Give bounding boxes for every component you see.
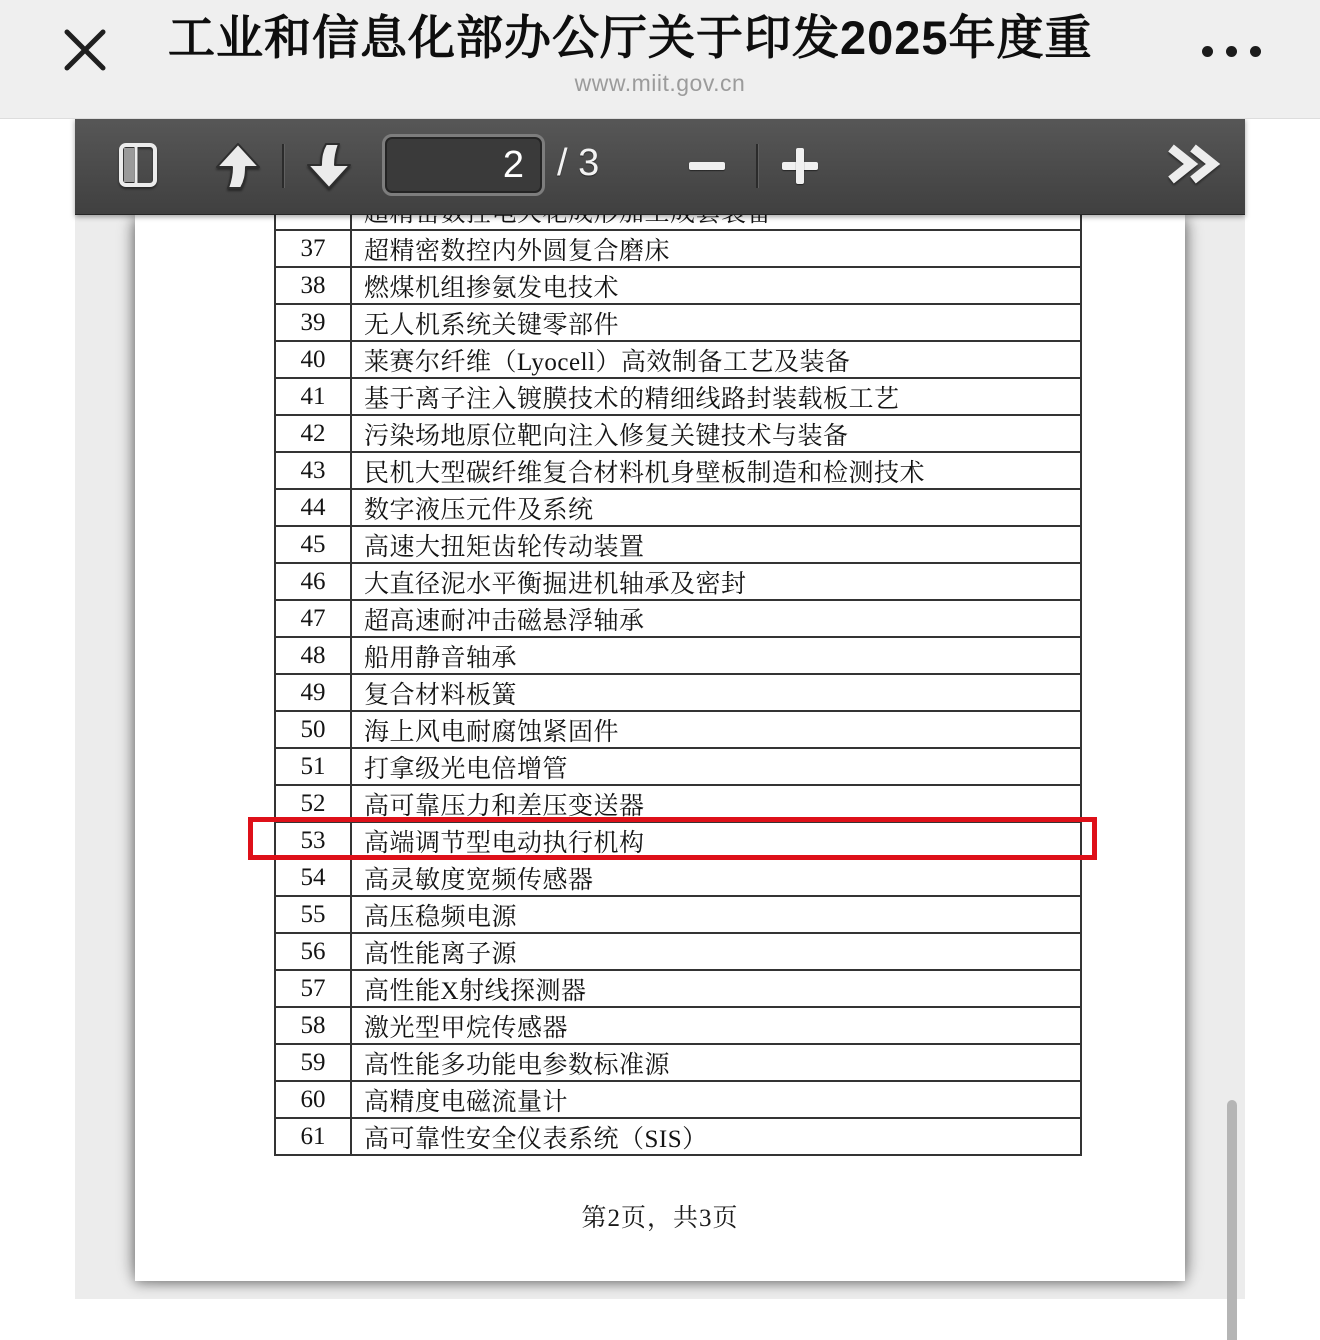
more-options-icon[interactable] — [1202, 46, 1261, 57]
zoom-out-button[interactable] — [681, 148, 733, 184]
row-number-cell: 51 — [276, 749, 352, 784]
row-item-cell: 船用静音轴承 — [364, 644, 518, 672]
table-row — [276, 266, 1080, 303]
double-chevron-right-icon — [1171, 148, 1213, 180]
row-item-cell: 高性能多功能电参数标准源 — [364, 1051, 671, 1079]
table-row — [276, 1043, 1080, 1080]
page-url: www.miit.gov.cn — [574, 70, 746, 96]
table-row — [276, 599, 1080, 636]
row-item-cell: 高压稳频电源 — [364, 903, 518, 931]
table-row — [276, 525, 1080, 562]
table-row — [276, 451, 1080, 488]
table-row — [276, 636, 1080, 673]
doc-table — [274, 190, 1082, 1156]
row-item-cell: 超高速耐冲击磁悬浮轴承 — [364, 607, 645, 635]
row-item-cell: 打拿级光电倍增管 — [364, 755, 569, 783]
viewer-body — [75, 214, 1245, 1299]
table-row — [276, 229, 1080, 266]
row-number-cell: 49 — [276, 675, 352, 710]
dot — [1202, 46, 1213, 57]
table-row — [276, 377, 1080, 414]
down-arrow-icon — [308, 144, 350, 188]
row-number-cell: 57 — [276, 971, 352, 1006]
page-title: 工业和信息化部办公厅关于印发2025年度重 — [168, 11, 1093, 64]
row-item-cell: 高精度电磁流量计 — [364, 1088, 569, 1116]
sidebar-toggle-icon[interactable] — [118, 142, 158, 188]
table-row — [276, 414, 1080, 451]
row-item-cell: 高速大扭矩齿轮传动装置 — [364, 533, 645, 561]
close-icon[interactable] — [60, 25, 110, 75]
row-item-cell: 高端调节型电动执行机构 — [364, 829, 645, 857]
row-item-cell: 高可靠性安全仪表系统（SIS） — [364, 1125, 708, 1153]
page-number-input[interactable] — [382, 134, 545, 196]
row-item-cell: 污染场地原位靶向注入修复关键技术与装备 — [364, 422, 849, 450]
row-item-cell: 大直径泥水平衡掘进机轴承及密封 — [364, 570, 747, 598]
scrollbar-thumb[interactable] — [1227, 1100, 1237, 1340]
row-number-cell: 59 — [276, 1045, 352, 1080]
row-number-cell: 40 — [276, 342, 352, 377]
toolbar-separator — [282, 144, 284, 188]
page-footer: 第2页，共3页 — [581, 1205, 739, 1232]
row-item-cell: 复合材料板簧 — [364, 681, 518, 709]
row-item-cell: 高性能离子源 — [364, 940, 518, 968]
minus-icon — [689, 162, 725, 170]
row-item-cell: 民机大型碳纤维复合材料机身壁板制造和检测技术 — [364, 459, 926, 487]
row-number-cell: 54 — [276, 860, 352, 895]
toolbar-expand-button[interactable] — [1163, 140, 1219, 188]
table-row — [276, 340, 1080, 377]
row-number-cell: 56 — [276, 934, 352, 969]
row-number-cell: 60 — [276, 1082, 352, 1117]
table-row — [276, 747, 1080, 784]
table-row — [276, 784, 1080, 821]
row-item-cell: 数字液压元件及系统 — [364, 496, 594, 524]
row-number-cell: 61 — [276, 1119, 352, 1154]
table-row — [276, 932, 1080, 969]
row-number-cell: 58 — [276, 1008, 352, 1043]
table-row — [276, 1080, 1080, 1117]
row-number-cell: 55 — [276, 897, 352, 932]
table-row — [276, 1006, 1080, 1043]
row-number-cell: 53 — [276, 823, 352, 858]
row-item-cell: 高可靠压力和差压变送器 — [364, 792, 645, 820]
pdf-toolbar — [75, 118, 1245, 215]
next-page-button[interactable] — [303, 140, 355, 192]
row-number-cell: 46 — [276, 564, 352, 599]
row-number-cell: 48 — [276, 638, 352, 673]
row-item-cell: 高性能X射线探测器 — [364, 977, 587, 1005]
table-row — [276, 895, 1080, 932]
page-count-label: / 3 — [557, 142, 600, 184]
document-page — [135, 214, 1185, 1281]
row-number-cell: 43 — [276, 453, 352, 488]
row-number-cell: 42 — [276, 416, 352, 451]
dot — [1226, 46, 1237, 57]
table-row — [276, 969, 1080, 1006]
row-item-cell: 基于离子注入镀膜技术的精细线路封装载板工艺 — [364, 385, 900, 413]
row-number-cell: 44 — [276, 490, 352, 525]
row-number-cell: 37 — [276, 231, 352, 266]
browser-header — [0, 0, 1320, 119]
table-row — [276, 1117, 1080, 1154]
table-row — [276, 673, 1080, 710]
row-item-cell: 高灵敏度宽频传感器 — [364, 866, 594, 894]
row-item-cell: 无人机系统关键零部件 — [364, 311, 620, 339]
row-item-cell: 莱赛尔纤维（Lyocell）高效制备工艺及装备 — [364, 348, 851, 376]
row-number-cell: 50 — [276, 712, 352, 747]
table-row — [276, 858, 1080, 895]
row-number-cell: 39 — [276, 305, 352, 340]
zoom-in-button[interactable] — [774, 140, 826, 192]
row-item-cell: 燃煤机组掺氨发电技术 — [364, 274, 620, 302]
pdf-viewer — [75, 118, 1245, 1299]
dot — [1250, 46, 1261, 57]
up-arrow-icon — [217, 144, 259, 188]
previous-page-button[interactable] — [212, 140, 264, 192]
table-row — [276, 488, 1080, 525]
row-number-cell: 38 — [276, 268, 352, 303]
table-row — [276, 710, 1080, 747]
row-number-cell: 41 — [276, 379, 352, 414]
row-item-cell: 激光型甲烷传感器 — [364, 1014, 569, 1042]
row-number-cell: 47 — [276, 601, 352, 636]
toolbar-separator — [756, 144, 758, 188]
table-row — [276, 821, 1080, 858]
row-number-cell: 52 — [276, 786, 352, 821]
table-row — [276, 562, 1080, 599]
row-item-cell: 海上风电耐腐蚀紧固件 — [364, 718, 620, 746]
row-item-cell: 超精密数控内外圆复合磨床 — [364, 237, 671, 265]
row-number-cell: 45 — [276, 527, 352, 562]
table-row — [276, 303, 1080, 340]
